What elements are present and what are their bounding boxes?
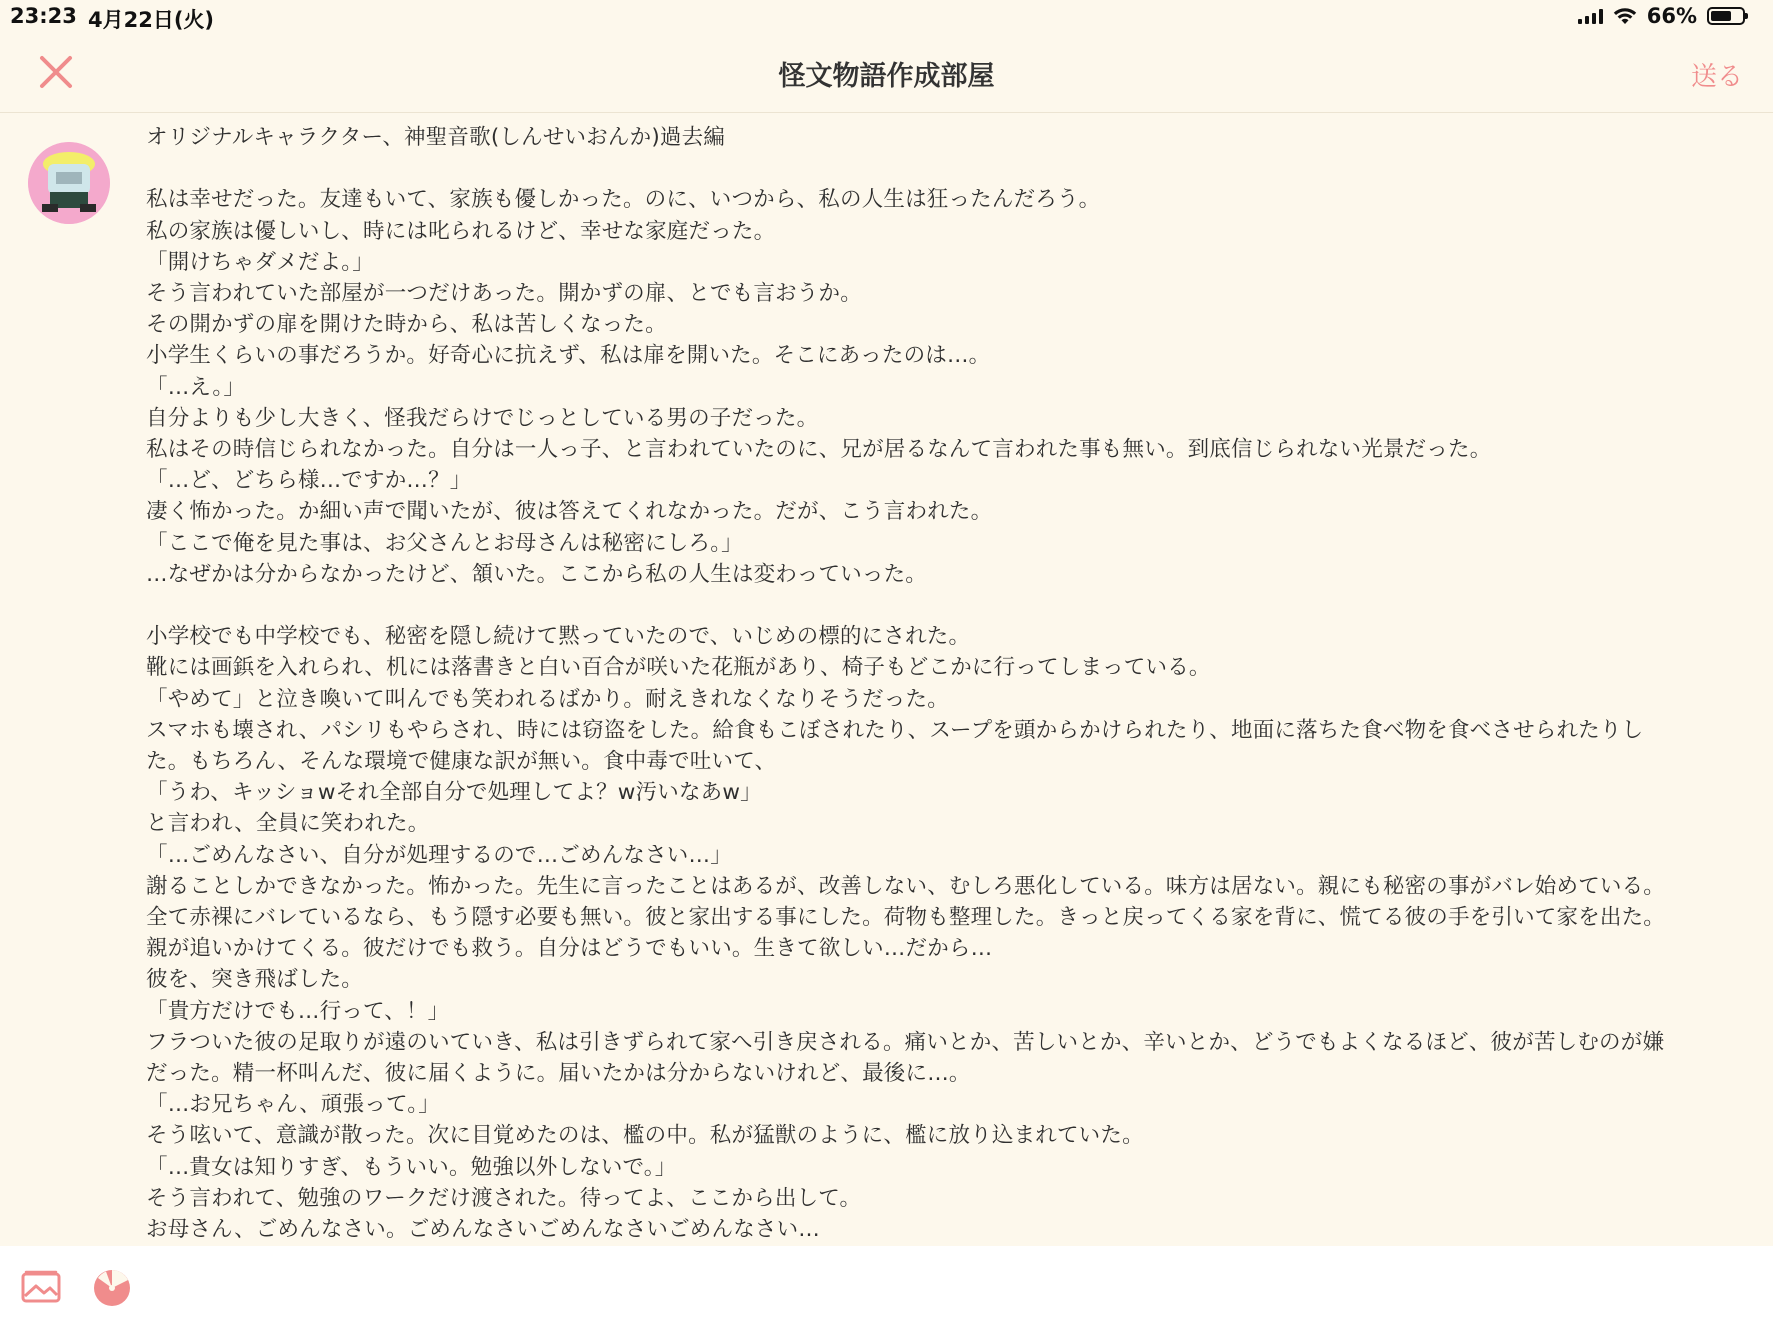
wifi-icon (1613, 7, 1637, 25)
image-icon (20, 1268, 62, 1306)
post-line: そう言われていた部屋が一つだけあった。開かずの扉、とでも言おうか。 (146, 281, 862, 306)
post-line: 凄く怖かった。か細い声で聞いたが、彼は答えてくれなかった。だが、こう言われた。 (146, 499, 993, 525)
post-line: 小学校でも中学校でも、秘密を隠し続けて黙っていたので、いじめの標的にされた。 (146, 624, 971, 650)
send-button[interactable]: 送る (1690, 62, 1743, 92)
post-line: お母さん、ごめんなさい。ごめんなさいごめんなさいごめんなさい… (146, 1217, 820, 1243)
post-line: スマホも壊され、パシリもやらされ、時には窃盗をした。給食もこぼされたり、スープを頭からかけられたり、地面に落ちた食べ物を食べさせられたりし (146, 717, 1644, 743)
post-line: フラついた彼の足取りが遠のいていき、私は引きずられて家へ引き戻される。痛いとか、苦しいとか、辛いとか、どうでもよくなるほど、彼が苦しむのが嫌 (146, 1029, 1665, 1055)
bottom-toolbar (0, 1246, 1773, 1329)
attach-image-button[interactable] (20, 1268, 62, 1306)
post-body[interactable] (146, 122, 1746, 1242)
post-line: だった。精一杯叫んだ、彼に届くように。届いたかは分からないけれど、最後に…。 (146, 1061, 971, 1087)
post-line: 親が追いかけてくる。彼だけでも救う。自分はどうでもいい。生きて欲しい…だから… (146, 936, 993, 962)
post-line: 「…ごめんなさい、自分が処理するので…ごめんなさい…」 (146, 842, 732, 868)
battery-icon (1707, 7, 1745, 25)
post-line: 彼を、突き飛ばした。 (146, 967, 364, 993)
post-line: そう言われて、勉強のワークだけ渡された。待ってよ、ここから出して。 (146, 1185, 862, 1211)
post-line: 「開けちゃダメだよ。」 (146, 249, 374, 275)
post-line: その開かずの扉を開けた時から、私は苦しくなった。 (146, 312, 667, 338)
post-line: 「うわ、キッショwそれ全部自分で処理してよ？w汚いなあw」 (146, 780, 762, 806)
post-line: 「やめて」と泣き喚いて叫んでも笑われるばかり。耐えきれなくなりそうだった。 (146, 686, 949, 712)
post-line: 「貴方だけでも…行って、！」 (146, 998, 450, 1024)
post-line: 私は幸せだった。友達もいて、家族も優しかった。のに、いつから、私の人生は狂ったんだろう。 (146, 187, 1101, 213)
post-line: 「…貴女は知りすぎ、もういい。勉強以外しないで。」 (146, 1154, 677, 1180)
post-line: 「…ど、どちら様…ですか…？」 (146, 468, 472, 494)
post-line: 謝ることしかできなかった。怖かった。先生に言ったことはあるが、改善しない、むしろ悪化している。味方は居ない。親にも秘密の事がバレ始めている。 (146, 873, 1666, 899)
post-line: た。もちろん、そんな環境で健康な訳が無い。食中毒で吐いて、 (146, 749, 777, 775)
post-line: 「…お兄ちゃん、頑張って。」 (146, 1092, 440, 1118)
blank-line (146, 153, 1746, 184)
status-date: 4月22日(火) (88, 8, 215, 32)
post-line: 自分よりも少し大きく、怪我だらけでじっとしている男の子だった。 (146, 405, 819, 431)
post-line: 「ここで俺を見た事は、お父さんとお母さんは秘密にしろ。」 (146, 530, 743, 556)
status-bar (0, 0, 1773, 34)
sticker-button[interactable] (90, 1264, 134, 1308)
sticker-icon (90, 1264, 134, 1308)
avatar-image (28, 142, 110, 224)
post-line: …なぜかは分からなかったけど、頷いた。ここから私の人生は変わっていった。 (146, 561, 927, 587)
post-line: 私はその時信じられなかった。自分は一人っ子、と言われていたのに、兄が居るなんて言われた事も無い。到底信じられない光景だった。 (146, 437, 1492, 463)
post-line: そう呟いて、意識が散った。次に目覚めたのは、檻の中。私が猛獣のように、檻に放り込まれていた。 (146, 1123, 1144, 1149)
post-line: オリジナルキャラクター、神聖音歌(しんせいおんか)過去編 (146, 125, 726, 150)
battery-level (1711, 11, 1731, 21)
post-line: 全て赤裸にバレているなら、もう隠す必要も無い。彼と家出する事にした。荷物も整理した。きっと戻ってくる家を背に、慌てる彼の手を引いて家を出た。 (146, 905, 1666, 931)
cellular-signal-icon (1578, 8, 1603, 24)
post-line: 「…え。」 (146, 374, 246, 400)
blank-line (146, 590, 1746, 621)
header-bar (0, 34, 1773, 113)
status-time: 23:23 (10, 4, 77, 28)
battery-percent: 66% (1646, 4, 1697, 28)
post-line: 私の家族は優しいし、時には叱られるけど、幸せな家庭だった。 (146, 218, 776, 244)
post-line: 小学生くらいの事だろうか。好奇心に抗えず、私は扉を開いた。そこにあったのは…。 (146, 343, 991, 369)
page-title: 怪文物語作成部屋 (778, 61, 995, 92)
post-line: 靴には画鋲を入れられ、机には落書きと白い百合が咲いた花瓶があり、椅子もどこかに行ってしまっている。 (146, 655, 1211, 681)
avatar[interactable] (28, 142, 110, 224)
status-indicators (1578, 4, 1745, 28)
post-line: と言われ、全員に笑われた。 (146, 811, 430, 837)
